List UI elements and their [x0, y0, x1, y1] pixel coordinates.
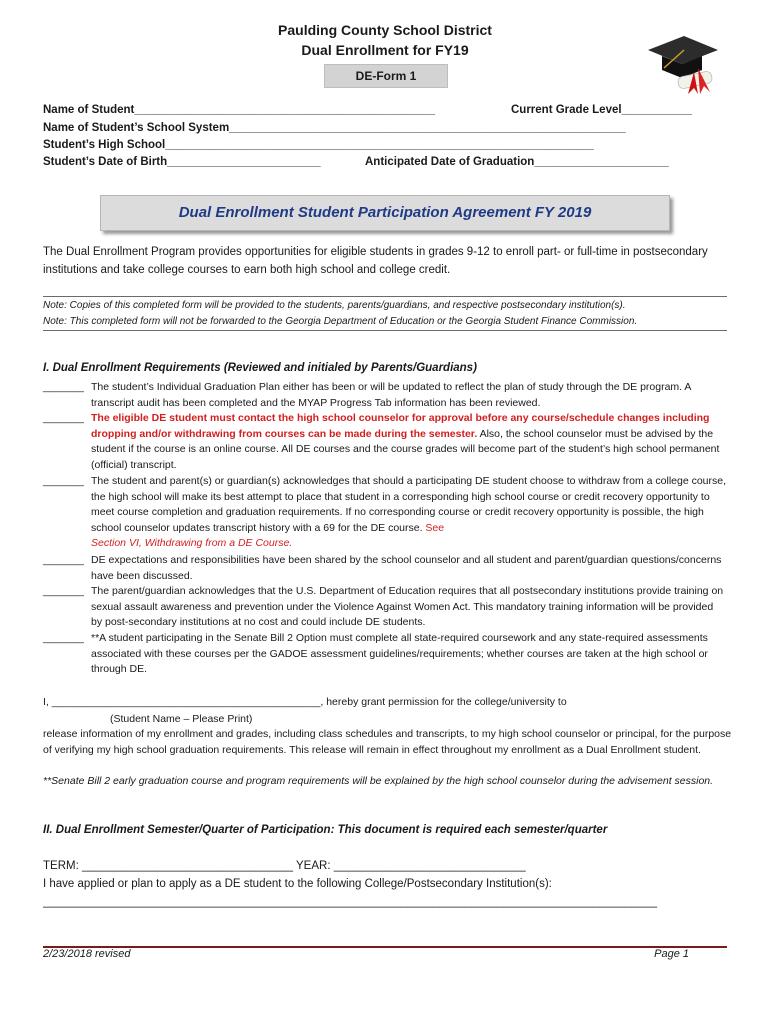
requirement-text-2: [43, 411, 727, 473]
requirement-item-4: [43, 553, 727, 584]
initial-blank-1[interactable]: _______: [43, 381, 84, 393]
requirement-3-see: See: [422, 521, 445, 534]
initial-blank-5[interactable]: _______: [43, 585, 84, 597]
revised-date: 2/23/2018 revised: [43, 948, 131, 960]
requirement-item-6: [43, 631, 727, 678]
requirement-2-warning: The eligible DE student must contact the high school counselor for approval before any course/schedule changes including dropping and/or withdrawing from courses can be made during the semester.: [91, 412, 710, 440]
section-6-link[interactable]: Section VI, Withdrawing from a DE Course: [91, 537, 290, 550]
graduation-cap-icon: [642, 28, 722, 98]
graduation-date-field[interactable]: Anticipated Date of Graduation_____________________: [365, 156, 669, 168]
student-name-field[interactable]: Name of Student_______________________________________________: [43, 104, 435, 116]
requirement-item-5: [43, 584, 727, 631]
note-copies: Note: Copies of this completed form will be provided to the students, parents/guardians, and respective postsecondary institution(s).: [43, 300, 626, 311]
initial-blank-4[interactable]: _______: [43, 554, 84, 566]
applied-institution-text: I have applied or plan to apply as a DE student to the following College/Postsecondary Institution(s):: [43, 878, 552, 890]
section-1-title: I. Dual Enrollment Requirements (Reviewed and initialed by Parents/Guardians): [43, 362, 477, 374]
term-year-line[interactable]: TERM: _________________________________ YEAR: ______________________________: [43, 860, 526, 872]
grade-level-field[interactable]: Current Grade Level___________: [511, 104, 692, 116]
requirement-item-1: [43, 380, 727, 411]
intro-paragraph: The Dual Enrollment Program provides opportunities for eligible students in grades 9-12 to enroll part- or full-time in postsecondary institutions and take college courses to earn both high school and college credit.: [43, 246, 708, 276]
footer-rule: [43, 946, 727, 948]
agreement-banner: [100, 195, 670, 231]
form-id-badge: DE-Form 1: [324, 64, 448, 88]
release-paragraph: release information of my enrollment and grades, including class schedules and transcripts, to my high school counselor or principal, for the purpose of verifying my high school graduation requirements. This release will remain in effect throughout my enrollment as a Dual Enrollment student.: [43, 728, 732, 756]
initial-blank-6[interactable]: _______: [43, 632, 84, 644]
section-2-title: II. Dual Enrollment Semester/Quarter of Participation: This document is required each semester/quarter: [43, 824, 608, 836]
agreement-banner-title: Dual Enrollment Student Participation Agreement FY 2019: [178, 204, 592, 221]
requirement-text-6: **A student participating in the Senate Bill 2 Option must complete all state-required coursework and any state-required assessments associated with these courses per the GADOE assessment guidelines/requirements; whether courses are taken at the high school or through DE.: [91, 632, 708, 676]
requirement-text-1: The student’s Individual Graduation Plan either has been or will be updated to reflect the plan of study through the DE program. A transcript audit has been completed and the MYAP Progress Tab information has been reviewed.: [91, 381, 691, 409]
requirement-text-4: DE expectations and responsibilities have been shared by the school counselor and all student and parent/guardian questions/concerns have been discussed.: [91, 554, 722, 582]
program-title: Dual Enrollment for FY19: [301, 42, 469, 58]
district-title: Paulding County School District: [278, 22, 492, 38]
initial-blank-3[interactable]: _______: [43, 475, 84, 487]
senate-bill-note: **Senate Bill 2 early graduation course and program requirements will be explained by the high school counselor during the advisement session.: [43, 775, 714, 787]
requirement-text-3: [43, 474, 727, 552]
student-name-print-label: (Student Name – Please Print): [110, 713, 253, 725]
requirement-3-end: .: [289, 537, 293, 550]
page-number: Page 1: [654, 948, 689, 960]
requirement-item-2: [43, 411, 727, 473]
school-system-field[interactable]: Name of Student’s School System______________________________________________________________: [43, 122, 626, 134]
initial-blank-2[interactable]: _______: [43, 412, 84, 424]
requirement-item-3: [43, 474, 727, 552]
requirement-2-rest: Also, the school counselor must be advised by the student if the course is an online course. All DE courses and the course grades will become part of the student’s high school permanent (official) transcript.: [91, 427, 720, 471]
requirement-3-body: The student and parent(s) or guardian(s) acknowledges that should a participating DE student choose to withdraw from a college course, the high school will make its best attempt to place that student in a corresponding high school course or credit recovery opportunity to meet course completion and graduation requirements. If no corresponding course or credit recovery opportunity is possible, the high school counselor updates transcript history with a 69 for the DE course.: [91, 475, 727, 534]
notes-box: [43, 296, 727, 331]
high-school-field[interactable]: Student’s High School___________________________________________________________________: [43, 139, 594, 151]
note-not-forwarded: Note: This completed form will not be forwarded to the Georgia Department of Education or the Georgia Student Finance Commission.: [43, 315, 638, 327]
institution-line[interactable]: ________________________________________________________________________________________________: [43, 896, 657, 908]
requirement-text-5: The parent/guardian acknowledges that the U.S. Department of Education requires that all postsecondary institutions provide training on sexual assault awareness and prevention under the Violence Against Women Act. This mandatory training information will be provided by post-secondary institutions at no cost and could include DE students.: [91, 585, 724, 629]
dob-field[interactable]: Student’s Date of Birth________________________: [43, 156, 321, 168]
permission-line[interactable]: I, ______________________________________________, hereby grant permission for the college/university to: [43, 696, 567, 708]
